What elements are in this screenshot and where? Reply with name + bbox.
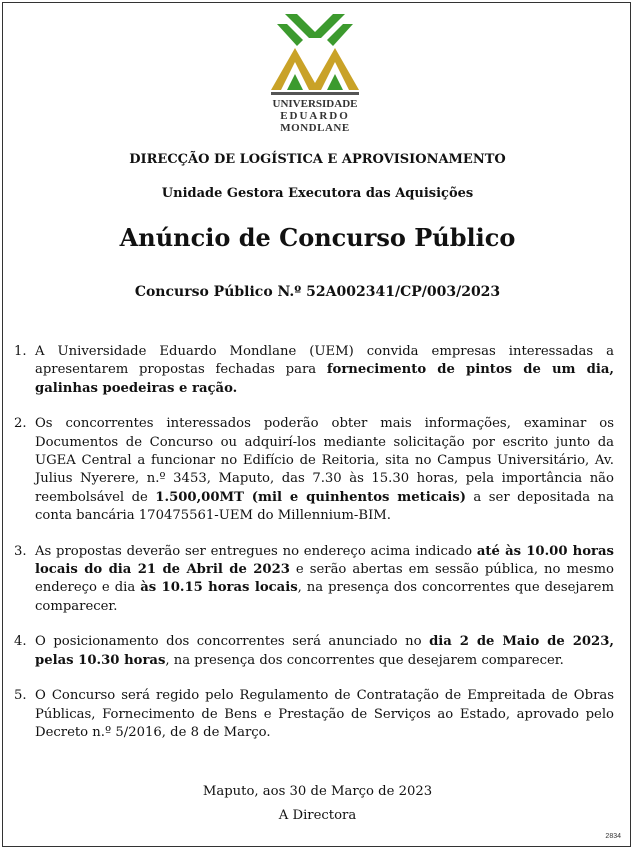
item-text: A Universidade Eduardo Mondlane (UEM) convida empresas interessadas a apresentarem propostas fechadas para: [35, 344, 614, 378]
unit-heading: Unidade Gestora Executora das Aquisições: [161, 186, 474, 201]
document-code: 2834: [605, 833, 621, 840]
list-item: [14, 633, 614, 670]
item-text: As propostas deverão ser entregues no endereço acima indicado: [35, 543, 477, 559]
item-text: a ser depositada na conta bancária 170475561-UEM do Millennium-BIM.: [35, 489, 614, 524]
item-emphasis: às 10.15 horas locais: [140, 580, 298, 596]
logo-line-1: UNIVERSIDADE: [272, 98, 358, 110]
item-emphasis: até às 10.00 horas locais do dia 21 de Abril de 2023: [35, 543, 614, 578]
list-item: [14, 415, 614, 525]
signatory: A Directora: [278, 808, 357, 823]
item-text: Os concorrentes interessados poderão obter mais informações, examinar os Documentos de Concurso ou adquirí-los mediante solicitação por escrito junto da UGEA Central a funcionar no Edifício de Reitoria, sita no Campus Universitário, Av. Julius Nyerere, n.º 3453, Maputo, das 7.30 às 15.30 horas, pela importância não reembolsável de: [35, 416, 614, 505]
item-text: O posicionamento dos concorrentes será anunciado no: [35, 634, 430, 650]
logo-line-2: EDUARDO: [280, 110, 350, 122]
announcement-list: [14, 343, 614, 759]
item-emphasis: dia 2 de Maio de 2023, pelas 10.30 horas: [35, 634, 614, 668]
university-logo: [265, 10, 365, 138]
item-text: , na presença dos concorrentes que desejarem comparecer.: [165, 652, 564, 668]
item-emphasis: 1.500,00MT (mil e quinhentos meticais): [155, 489, 466, 505]
place-and-date: Maputo, aos 30 de Março de 2023: [202, 784, 433, 799]
logo-line-3: MONDLANE: [280, 122, 350, 134]
list-item: [14, 543, 614, 617]
item-text: , na presença dos concorrentes que desejarem comparecer.: [35, 580, 614, 614]
item-number: 4.: [14, 634, 27, 650]
item-number: 3.: [14, 543, 27, 559]
uem-emblem-icon: [267, 10, 363, 98]
department-heading: DIRECÇÃO DE LOGÍSTICA E APROVISIONAMENTO: [129, 152, 506, 167]
item-text: e serão abertas em sessão pública, no mesmo endereço e dia: [35, 562, 614, 596]
list-item: [14, 687, 614, 742]
tender-reference: Concurso Público N.º 52A002341/CP/003/2023: [134, 284, 501, 300]
item-number: 1.: [14, 344, 27, 359]
item-number: 2.: [14, 416, 27, 432]
item-text: O Concurso será regido pelo Regulamento de Contratação de Empreitada de Obras Públicas, Fornecimento de Bens e Prestação de Serviços ao Estado, aprovado pelo Decreto n.º 5/2016, de 8 de Março.: [35, 688, 614, 740]
item-number: 5.: [14, 688, 27, 704]
list-item: [14, 343, 614, 398]
item-emphasis: fornecimento de pintos de um dia, galinhas poedeiras e ração.: [35, 362, 614, 396]
page-title: Anúncio de Concurso Público: [119, 223, 516, 252]
